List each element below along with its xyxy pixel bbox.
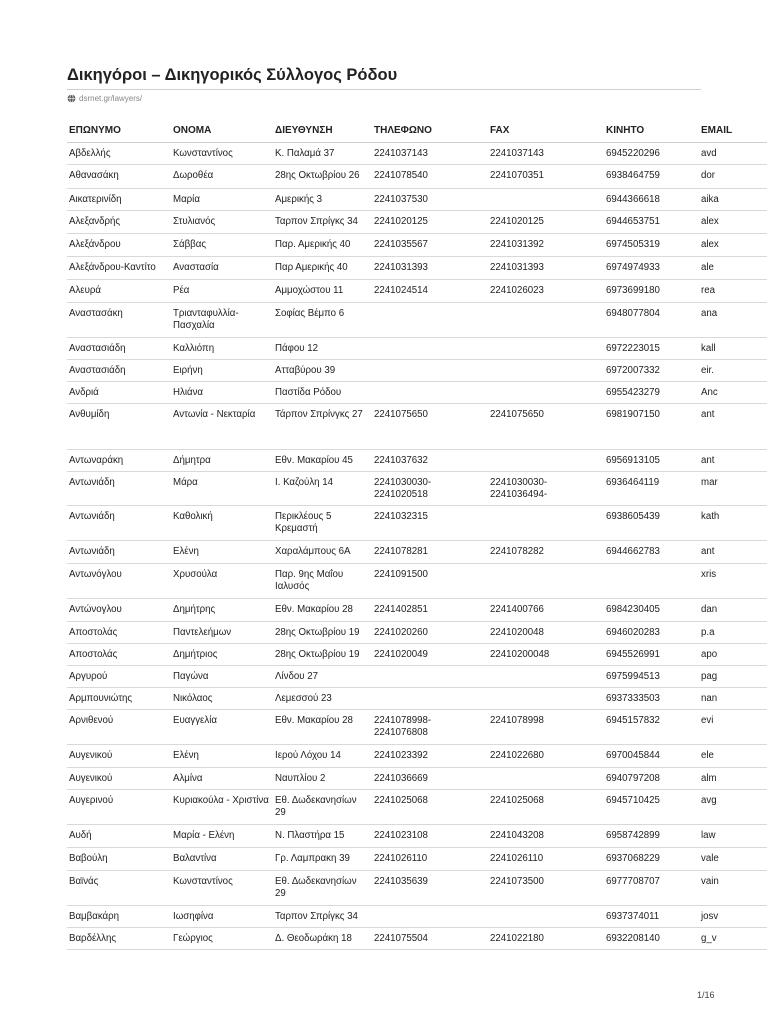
cell-fax: 2241078282 xyxy=(488,541,604,564)
cell-email[interactable]: vain xyxy=(699,871,767,906)
cell-address: Ν. Πλαστήρα 15 xyxy=(273,825,372,848)
table-row xyxy=(67,622,767,644)
cell-email[interactable]: josv xyxy=(699,906,767,928)
column-header-email: EMAIL xyxy=(699,118,767,143)
cell-email[interactable]: Anc xyxy=(699,382,767,404)
cell-fax: 2241073500 xyxy=(488,871,604,906)
cell-phone: 2241075504 xyxy=(372,928,488,950)
cell-mobile: 6972007332 xyxy=(604,360,699,382)
cell-first-name: Μαρία xyxy=(171,189,273,211)
cell-first-name: Γεώργιος xyxy=(171,928,273,950)
cell-first-name: Ιωσηφίνα xyxy=(171,906,273,928)
cell-first-name: Δωροθέα xyxy=(171,165,273,189)
cell-email[interactable]: apo xyxy=(699,644,767,666)
table-row xyxy=(67,303,767,338)
cell-address: Παρ. 9ης Μαΐου Ιαλυσός xyxy=(273,564,372,599)
source-line xyxy=(67,94,142,103)
cell-surname: Αβδελλής xyxy=(67,143,171,165)
cell-email[interactable]: ele xyxy=(699,745,767,768)
cell-first-name: Στυλιανός xyxy=(171,211,273,234)
cell-mobile: 6938464759 xyxy=(604,165,699,189)
cell-surname: Αλεξανδρής xyxy=(67,211,171,234)
cell-phone: 2241037143 xyxy=(372,143,488,165)
cell-surname: Αλεξάνδρου-Καντίτο xyxy=(67,257,171,280)
table-row xyxy=(67,506,767,541)
cell-address: Πάφου 12 xyxy=(273,338,372,360)
cell-phone: 2241091500 xyxy=(372,564,488,599)
cell-surname: Αλεξάνδρου xyxy=(67,234,171,257)
table-row xyxy=(67,666,767,688)
cell-first-name: Δημήτριος xyxy=(171,644,273,666)
cell-fax xyxy=(488,450,604,472)
cell-surname: Αποστολάς xyxy=(67,644,171,666)
cell-mobile: 6974505319 xyxy=(604,234,699,257)
cell-surname: Βαμβακάρη xyxy=(67,906,171,928)
cell-surname: Αντωνιάδη xyxy=(67,472,171,506)
table-row xyxy=(67,234,767,257)
cell-address: Εθν. Μακαρίου 28 xyxy=(273,599,372,622)
cell-address: 28ης Οκτωβρίου 26 xyxy=(273,165,372,189)
column-header-fax: FAX xyxy=(488,118,604,143)
table-header-row xyxy=(67,118,767,143)
cell-email[interactable]: xris xyxy=(699,564,767,599)
cell-phone: 2241078998-2241076808 xyxy=(372,710,488,745)
cell-fax xyxy=(488,768,604,790)
cell-first-name: Αναστασία xyxy=(171,257,273,280)
cell-first-name: Ευαγγελία xyxy=(171,710,273,745)
cell-email[interactable]: alex xyxy=(699,211,767,234)
cell-phone: 2241075650 xyxy=(372,404,488,450)
cell-mobile: 6945157832 xyxy=(604,710,699,745)
cell-address: 28ης Οκτωβρίου 19 xyxy=(273,644,372,666)
cell-address: Παρ. Αμερικής 40 xyxy=(273,234,372,257)
cell-first-name: Δήμητρα xyxy=(171,450,273,472)
cell-phone: 2241020260 xyxy=(372,622,488,644)
cell-address: Ι. Καζούλη 14 xyxy=(273,472,372,506)
cell-fax xyxy=(488,666,604,688)
cell-address: Σοφίας Βέμπο 6 xyxy=(273,303,372,338)
cell-mobile: 6944366618 xyxy=(604,189,699,211)
cell-fax xyxy=(488,382,604,404)
cell-fax: 2241037143 xyxy=(488,143,604,165)
cell-phone: 2241402851 xyxy=(372,599,488,622)
cell-address: Ναυπλίου 2 xyxy=(273,768,372,790)
cell-address: Αμμοχώστου 11 xyxy=(273,280,372,303)
cell-phone: 2241030030-2241020518 xyxy=(372,472,488,506)
cell-surname: Αντωνιάδη xyxy=(67,541,171,564)
cell-phone: 2241023108 xyxy=(372,825,488,848)
cell-email[interactable]: avd xyxy=(699,143,767,165)
cell-phone: 2241026110 xyxy=(372,848,488,871)
cell-fax: 2241020125 xyxy=(488,211,604,234)
cell-address: Αμερικής 3 xyxy=(273,189,372,211)
cell-address: 28ης Οκτωβρίου 19 xyxy=(273,622,372,644)
cell-email[interactable]: alex xyxy=(699,234,767,257)
cell-mobile: 6975994513 xyxy=(604,666,699,688)
cell-mobile: 6984230405 xyxy=(604,599,699,622)
cell-phone: 2241078540 xyxy=(372,165,488,189)
cell-first-name: Ρέα xyxy=(171,280,273,303)
cell-surname: Αντωναράκη xyxy=(67,450,171,472)
cell-mobile: 6936464119 xyxy=(604,472,699,506)
table-row xyxy=(67,338,767,360)
cell-surname: Αλευρά xyxy=(67,280,171,303)
cell-fax: 2241030030-2241036494- xyxy=(488,472,604,506)
cell-mobile: 6937333503 xyxy=(604,688,699,710)
cell-fax xyxy=(488,506,604,541)
cell-phone xyxy=(372,338,488,360)
cell-surname: Αναστασιάδη xyxy=(67,338,171,360)
cell-surname: Βαϊνάς xyxy=(67,871,171,906)
cell-first-name: Παγώνα xyxy=(171,666,273,688)
cell-phone: 2241035567 xyxy=(372,234,488,257)
table-row xyxy=(67,906,767,928)
cell-surname: Αρνιθενού xyxy=(67,710,171,745)
cell-surname: Αντωνιάδη xyxy=(67,506,171,541)
cell-mobile: 6945220296 xyxy=(604,143,699,165)
table-row xyxy=(67,848,767,871)
cell-surname: Αποστολάς xyxy=(67,622,171,644)
cell-email[interactable]: evi xyxy=(699,710,767,745)
cell-fax: 2241025068 xyxy=(488,790,604,825)
cell-mobile: 6944662783 xyxy=(604,541,699,564)
cell-mobile: 6981907150 xyxy=(604,404,699,450)
cell-surname: Αρμπουνιώτης xyxy=(67,688,171,710)
cell-surname: Αυγενικού xyxy=(67,768,171,790)
table-container xyxy=(67,118,733,954)
cell-phone xyxy=(372,360,488,382)
cell-email[interactable]: ana xyxy=(699,303,767,338)
cell-mobile: 6932208140 xyxy=(604,928,699,950)
cell-mobile: 6974974933 xyxy=(604,257,699,280)
cell-surname: Αντώνογλου xyxy=(67,599,171,622)
cell-address: Ταρπον Σπρίγκς 34 xyxy=(273,906,372,928)
cell-fax: 2241020048 xyxy=(488,622,604,644)
cell-surname: Αργυρού xyxy=(67,666,171,688)
table-row xyxy=(67,768,767,790)
cell-first-name: Ηλιάνα xyxy=(171,382,273,404)
cell-fax: 2241022680 xyxy=(488,745,604,768)
cell-phone xyxy=(372,666,488,688)
cell-fax xyxy=(488,564,604,599)
table-row xyxy=(67,165,767,189)
table-row xyxy=(67,382,767,404)
cell-fax: 2241078998 xyxy=(488,710,604,745)
cell-first-name: Τριανταφυλλία-Πασχαλία xyxy=(171,303,273,338)
table-row xyxy=(67,280,767,303)
cell-fax xyxy=(488,338,604,360)
cell-fax: 2241026023 xyxy=(488,280,604,303)
cell-phone: 2241020125 xyxy=(372,211,488,234)
cell-address: Γρ. Λαμπρακη 39 xyxy=(273,848,372,871)
page-number: 1/16 xyxy=(697,990,715,1000)
table-row xyxy=(67,360,767,382)
cell-email[interactable]: pag xyxy=(699,666,767,688)
cell-mobile: 6958742899 xyxy=(604,825,699,848)
table-row xyxy=(67,564,767,599)
cell-fax: 22410200048 xyxy=(488,644,604,666)
cell-address: Εθ. Δωδεκανησίων 29 xyxy=(273,790,372,825)
cell-mobile: 6948077804 xyxy=(604,303,699,338)
cell-phone: 2241025068 xyxy=(372,790,488,825)
cell-address: Παστίδα Ρόδου xyxy=(273,382,372,404)
lawyers-table xyxy=(67,118,767,950)
cell-first-name: Σάββας xyxy=(171,234,273,257)
cell-email[interactable]: alm xyxy=(699,768,767,790)
table-row xyxy=(67,599,767,622)
cell-email[interactable]: ant xyxy=(699,450,767,472)
cell-email[interactable]: kall xyxy=(699,338,767,360)
table-row xyxy=(67,472,767,506)
cell-first-name: Χρυσούλα xyxy=(171,564,273,599)
cell-address: Τάρπον Σπρίνγκς 27 xyxy=(273,404,372,450)
cell-email[interactable]: avg xyxy=(699,790,767,825)
cell-surname: Αυδή xyxy=(67,825,171,848)
column-header-first-name: ΟΝΟΜΑ xyxy=(171,118,273,143)
cell-fax xyxy=(488,189,604,211)
cell-surname: Αθανασάκη xyxy=(67,165,171,189)
table-body xyxy=(67,143,767,950)
cell-phone: 2241037632 xyxy=(372,450,488,472)
cell-first-name: Κυριακούλα - Χριστίνα xyxy=(171,790,273,825)
cell-address: Εθν. Μακαρίου 45 xyxy=(273,450,372,472)
cell-phone xyxy=(372,382,488,404)
table-row xyxy=(67,211,767,234)
cell-fax xyxy=(488,303,604,338)
cell-first-name: Ελένη xyxy=(171,745,273,768)
cell-mobile: 6977708707 xyxy=(604,871,699,906)
cell-surname: Ανθυμίδη xyxy=(67,404,171,450)
column-header-surname: ΕΠΩΝΥΜΟ xyxy=(67,118,171,143)
source-url[interactable]: dsrnet.gr/lawyers/ xyxy=(79,94,143,103)
cell-first-name: Καλλιόπη xyxy=(171,338,273,360)
cell-email[interactable]: dor xyxy=(699,165,767,189)
cell-phone: 2241032315 xyxy=(372,506,488,541)
cell-mobile: 6946020283 xyxy=(604,622,699,644)
cell-first-name: Μάρα xyxy=(171,472,273,506)
title-divider xyxy=(67,89,701,90)
table-row xyxy=(67,644,767,666)
cell-phone: 2241035639 xyxy=(372,871,488,906)
cell-first-name: Ειρήνη xyxy=(171,360,273,382)
table-row xyxy=(67,928,767,950)
cell-phone xyxy=(372,906,488,928)
cell-address: Χαραλάμπους 6Α xyxy=(273,541,372,564)
cell-email[interactable]: law xyxy=(699,825,767,848)
cell-fax xyxy=(488,688,604,710)
cell-fax: 2241400766 xyxy=(488,599,604,622)
cell-first-name: Ελένη xyxy=(171,541,273,564)
cell-mobile: 6972223015 xyxy=(604,338,699,360)
cell-email[interactable]: ant xyxy=(699,541,767,564)
cell-mobile: 6937374011 xyxy=(604,906,699,928)
column-header-mobile: ΚΙΝΗΤΟ xyxy=(604,118,699,143)
cell-phone: 2241024514 xyxy=(372,280,488,303)
cell-mobile: 6944653751 xyxy=(604,211,699,234)
cell-mobile: 6956913105 xyxy=(604,450,699,472)
cell-fax: 2241031392 xyxy=(488,234,604,257)
cell-surname: Αικατερινίδη xyxy=(67,189,171,211)
cell-phone: 2241037530 xyxy=(372,189,488,211)
cell-mobile: 6940797208 xyxy=(604,768,699,790)
table-row xyxy=(67,790,767,825)
cell-phone: 2241020049 xyxy=(372,644,488,666)
cell-surname: Αναστασάκη xyxy=(67,303,171,338)
table-row xyxy=(67,825,767,848)
cell-phone: 2241036669 xyxy=(372,768,488,790)
cell-fax: 2241043208 xyxy=(488,825,604,848)
cell-surname: Βαβούλη xyxy=(67,848,171,871)
cell-first-name: Βαλαντίνα xyxy=(171,848,273,871)
cell-surname: Αντωνόγλου xyxy=(67,564,171,599)
cell-email[interactable]: mar xyxy=(699,472,767,506)
cell-first-name: Κωνσταντίνος xyxy=(171,871,273,906)
cell-first-name: Μαρία - Ελένη xyxy=(171,825,273,848)
cell-mobile: 6945710425 xyxy=(604,790,699,825)
cell-email[interactable]: vale xyxy=(699,848,767,871)
cell-mobile: 6945526991 xyxy=(604,644,699,666)
cell-surname: Αναστασιάδη xyxy=(67,360,171,382)
cell-email[interactable]: eir. xyxy=(699,360,767,382)
cell-surname: Αυγερινού xyxy=(67,790,171,825)
cell-address: Κ. Παλαμά 37 xyxy=(273,143,372,165)
cell-first-name: Παντελεήμων xyxy=(171,622,273,644)
cell-mobile: 6970045844 xyxy=(604,745,699,768)
cell-address: Εθ. Δωδεκανησίων 29 xyxy=(273,871,372,906)
cell-address: Παρ Αμερικής 40 xyxy=(273,257,372,280)
cell-phone xyxy=(372,303,488,338)
cell-address: Ατταβύρου 39 xyxy=(273,360,372,382)
cell-first-name: Αλμίνα xyxy=(171,768,273,790)
cell-first-name: Δημήτρης xyxy=(171,599,273,622)
cell-surname: Βαρδέλλης xyxy=(67,928,171,950)
table-row xyxy=(67,688,767,710)
table-row xyxy=(67,450,767,472)
table-row xyxy=(67,541,767,564)
cell-first-name: Καθολική xyxy=(171,506,273,541)
cell-first-name: Αντωνία - Νεκταρία xyxy=(171,404,273,450)
cell-phone xyxy=(372,688,488,710)
cell-email[interactable]: nan xyxy=(699,688,767,710)
cell-phone: 2241078281 xyxy=(372,541,488,564)
cell-address: Ταρπον Σπρίγκς 34 xyxy=(273,211,372,234)
cell-mobile xyxy=(604,564,699,599)
cell-first-name: Νικόλαος xyxy=(171,688,273,710)
cell-fax: 2241075650 xyxy=(488,404,604,450)
table-row xyxy=(67,745,767,768)
page-title: Δικηγόροι – Δικηγορικός Σύλλογος Ρόδου xyxy=(67,66,398,84)
column-header-address: ΔΙΕΥΘΥΝΣΗ xyxy=(273,118,372,143)
table-row xyxy=(67,404,767,450)
cell-email[interactable]: p.a xyxy=(699,622,767,644)
cell-email[interactable]: rea xyxy=(699,280,767,303)
cell-fax: 2241022180 xyxy=(488,928,604,950)
cell-surname: Ανδριά xyxy=(67,382,171,404)
table-row xyxy=(67,189,767,211)
cell-address: Λεμεσσού 23 xyxy=(273,688,372,710)
cell-address: Περικλέους 5 Κρεμαστή xyxy=(273,506,372,541)
cell-address: Ιερού Λόχου 14 xyxy=(273,745,372,768)
cell-email[interactable]: g_v xyxy=(699,928,767,950)
table-row xyxy=(67,143,767,165)
cell-email[interactable]: ale xyxy=(699,257,767,280)
cell-fax: 2241031393 xyxy=(488,257,604,280)
table-row xyxy=(67,257,767,280)
column-header-phone: ΤΗΛΕΦΩΝΟ xyxy=(372,118,488,143)
cell-address: Δ. Θεοδωράκη 18 xyxy=(273,928,372,950)
cell-fax: 2241026110 xyxy=(488,848,604,871)
cell-address: Λίνδου 27 xyxy=(273,666,372,688)
globe-icon xyxy=(67,94,76,103)
cell-email[interactable]: kath xyxy=(699,506,767,541)
cell-fax xyxy=(488,906,604,928)
cell-email[interactable]: aika xyxy=(699,189,767,211)
cell-address: Εθν. Μακαρίου 28 xyxy=(273,710,372,745)
table-row xyxy=(67,871,767,906)
cell-fax: 2241070351 xyxy=(488,165,604,189)
cell-fax xyxy=(488,360,604,382)
cell-email[interactable]: ant xyxy=(699,404,767,450)
cell-phone: 2241023392 xyxy=(372,745,488,768)
cell-surname: Αυγενικού xyxy=(67,745,171,768)
cell-email[interactable]: dan xyxy=(699,599,767,622)
table-row xyxy=(67,710,767,745)
cell-mobile: 6937068229 xyxy=(604,848,699,871)
cell-mobile: 6973699180 xyxy=(604,280,699,303)
cell-mobile: 6955423279 xyxy=(604,382,699,404)
cell-phone: 2241031393 xyxy=(372,257,488,280)
cell-mobile: 6938605439 xyxy=(604,506,699,541)
cell-first-name: Κωνσταντίνος xyxy=(171,143,273,165)
